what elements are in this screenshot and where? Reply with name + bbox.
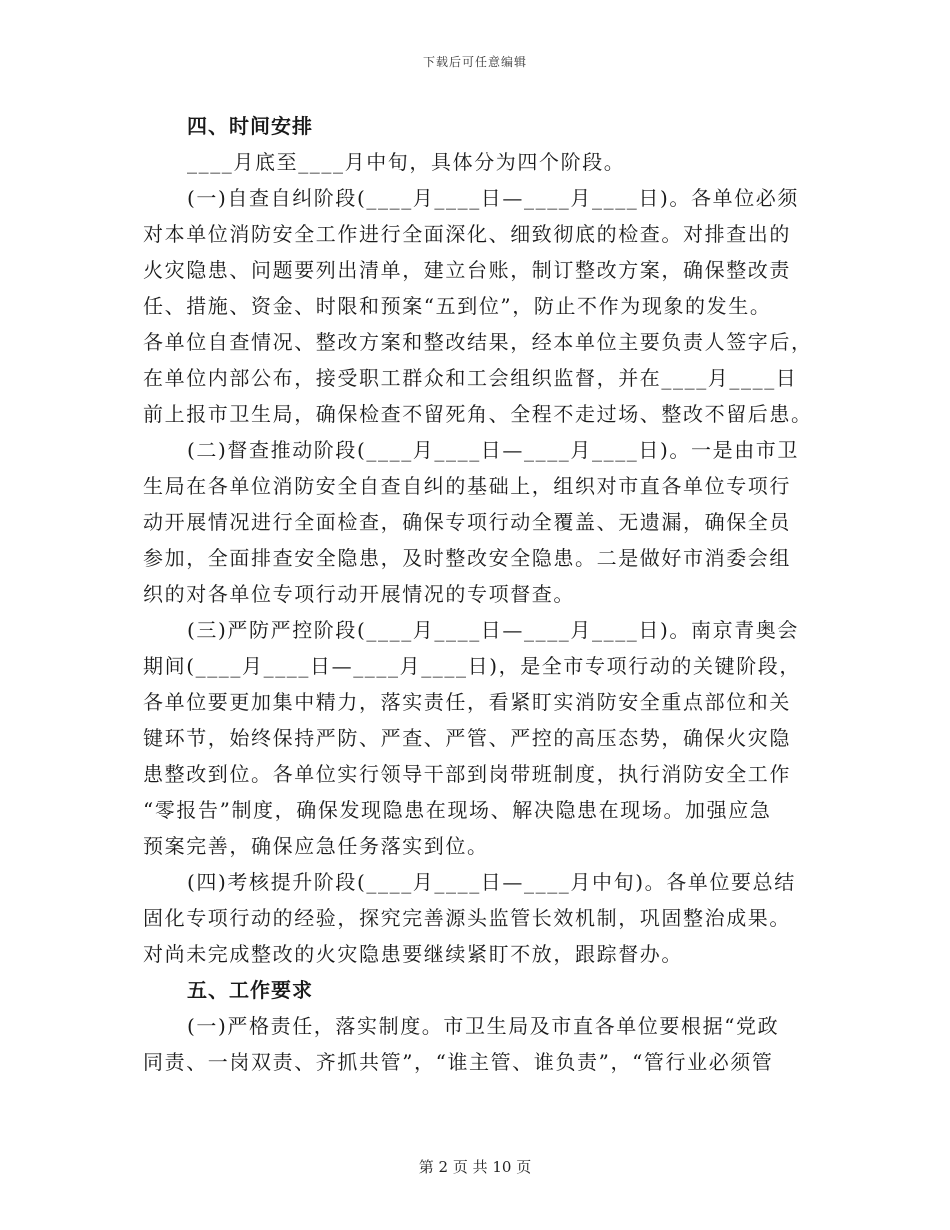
paragraph-line: ____月底至____月中旬，具体分为四个阶段。 — [187, 150, 626, 174]
page-header-note: 下载后可任意编辑 — [422, 55, 527, 69]
paragraph-line: (一)严格责任，落实制度。市卫生局及市直各单位要根据“党政 — [187, 1014, 780, 1038]
paragraph-line: 预案完善，确保应急任务落实到位。 — [143, 834, 489, 858]
paragraph-line: 固化专项行动的经验，探究完善源头监管长效机制，巩固整治成果。 — [143, 906, 791, 930]
paragraph-line: 对本单位消防安全工作进行全面深化、细致彻底的检查。对排查出的 — [143, 222, 791, 246]
paragraph-line: 火灾隐患、问题要列出清单，建立台账，制订整改方案，确保整改责 — [143, 258, 791, 282]
paragraph-line: 生局在各单位消防安全自查自纠的基础上，组织对市直各单位专项行 — [143, 474, 791, 498]
paragraph-line: (二)督查推动阶段(____月____日—____月____日)。一是由市卫 — [187, 438, 800, 462]
paragraph-line: (三)严防严控阶段(____月____日—____月____日)。南京青奥会 — [187, 618, 800, 642]
section-heading-schedule: 四、时间安排 — [187, 114, 313, 138]
page-number-footer: 第 2 页 共 10 页 — [418, 1158, 532, 1176]
paragraph-line: 对尚未完成整改的火灾隐患要继续紧盯不放，跟踪督办。 — [143, 942, 683, 966]
paragraph-line: 键环节，始终保持严防、严查、严管、严控的高压态势，确保火灾隐 — [143, 726, 791, 750]
document-body — [143, 108, 813, 1080]
paragraph-line: 参加，全面排查安全隐患，及时整改安全隐患。二是做好市消委会组 — [143, 546, 791, 570]
paragraph-line: “零报告”制度，确保发现隐患在现场、解决隐患在现场。加强应急 — [143, 798, 772, 822]
paragraph-line: (四)考核提升阶段(____月____日—____月中旬)。各单位要总结 — [187, 870, 796, 894]
paragraph-line: 同责、一岗双责、齐抓共管”，“谁主管、谁负责”，“管行业必须管 — [143, 1050, 774, 1074]
paragraph-line: 在单位内部公布，接受职工群众和工会组织监督，并在____月____日 — [143, 366, 798, 390]
paragraph-line: 各单位自查情况、整改方案和整改结果，经本单位主要负责人签字后， — [143, 330, 813, 354]
paragraph-line: 前上报市卫生局，确保检查不留死角、全程不走过场、整改不留后患。 — [143, 402, 813, 426]
paragraph-line: 动开展情况进行全面检查，确保专项行动全覆盖、无遗漏，确保全员 — [143, 510, 791, 534]
paragraph-line: 期间(____月____日—____月____日)，是全市专项行动的关键阶段， — [143, 654, 802, 678]
paragraph-line: 各单位要更加集中精力，落实责任，看紧盯实消防安全重点部位和关 — [143, 690, 791, 714]
paragraph-line: 任、措施、资金、时限和预案“五到位”，防止不作为现象的发生。 — [143, 294, 772, 318]
paragraph-line: 织的对各单位专项行动开展情况的专项督查。 — [143, 582, 575, 606]
section-heading-requirements: 五、工作要求 — [187, 978, 313, 1002]
paragraph-line: (一)自查自纠阶段(____月____日—____月____日)。各单位必须 — [187, 186, 800, 210]
paragraph-line: 患整改到位。各单位实行领导干部到岗带班制度，执行消防安全工作 — [143, 762, 791, 786]
